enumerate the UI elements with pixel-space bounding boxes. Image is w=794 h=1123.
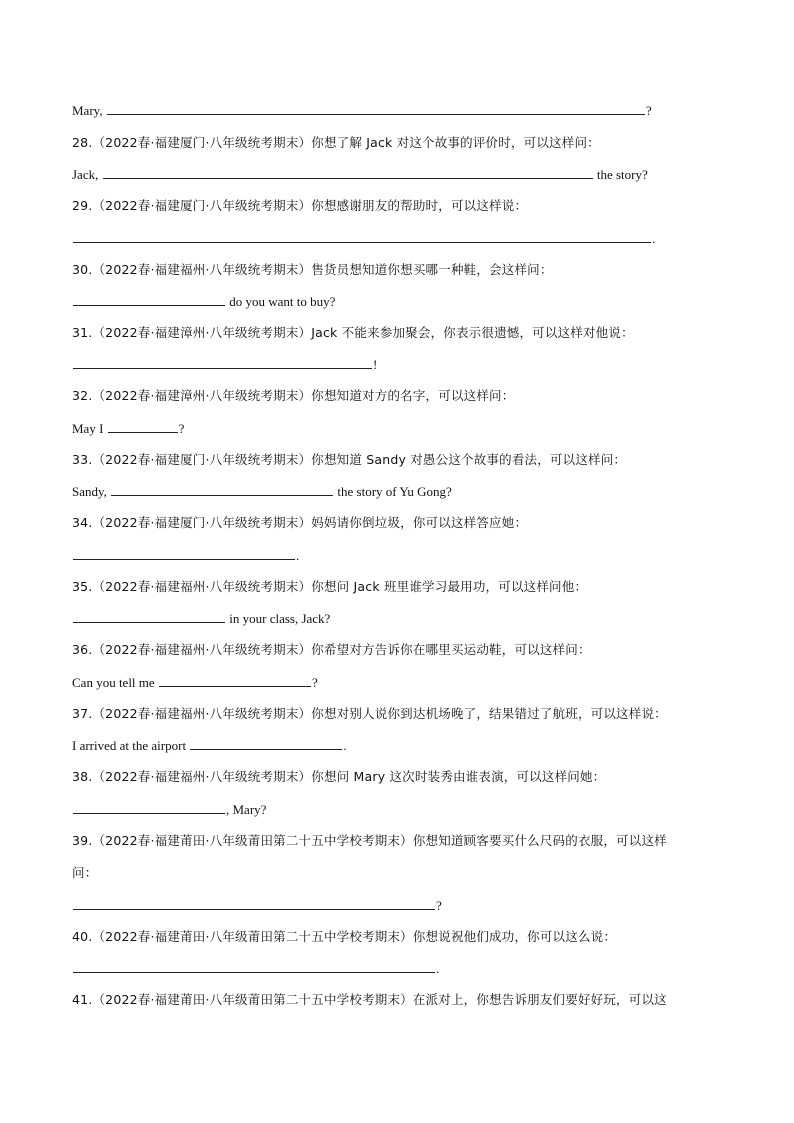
q35-answer-line: in your class, Jack? [72, 609, 330, 628]
q34-answer-line: . [72, 546, 299, 565]
q39-answer-line: ? [72, 896, 442, 915]
q28-answer-line: Jack, the story? [72, 167, 648, 182]
q31-answer-line: ! [72, 355, 377, 374]
answer-blank[interactable] [108, 419, 178, 433]
q39-prompt-cont: 问： [72, 865, 98, 880]
q28-prompt: 28.（2022春·福建厦门·八年级统考期末）你想了解 Jack 对这个故事的评价时，可以这样问： [72, 135, 600, 150]
q36-answer-line: Can you tell me ? [72, 675, 318, 690]
answer-blank[interactable] [73, 609, 225, 623]
q37-prompt: 37.（2022春·福建福州·八年级统考期末）你想对别人说你到达机场晚了，结果错过了航班，可以这样说： [72, 706, 667, 721]
q40-answer-line: . [72, 959, 439, 978]
q31-prompt: 31.（2022春·福建漳州·八年级统考期末）Jack 不能来参加聚会，你表示很遗憾，可以这样对他说： [72, 325, 634, 340]
q32-prompt: 32.（2022春·福建漳州·八年级统考期末）你想知道对方的名字，可以这样问： [72, 388, 515, 403]
q33-answer-line: Sandy, the story of Yu Gong? [72, 484, 452, 499]
q30-prompt: 30.（2022春·福建福州·八年级统考期末）售货员想知道你想买哪一种鞋，会这样问： [72, 262, 553, 277]
q33-prompt: 33.（2022春·福建厦门·八年级统考期末）你想知道 Sandy 对愚公这个故事的看法，可以这样问： [72, 452, 627, 467]
q38-answer-line: , Mary? [72, 800, 266, 819]
q30-answer-line: do you want to buy? [72, 292, 335, 311]
answer-blank[interactable] [190, 736, 342, 750]
answer-blank[interactable] [107, 101, 645, 115]
answer-blank[interactable] [73, 896, 435, 910]
answer-blank[interactable] [73, 959, 435, 973]
q29-prompt: 29.（2022春·福建厦门·八年级统考期末）你想感谢朋友的帮助时，可以这样说： [72, 198, 528, 213]
q39-prompt: 39.（2022春·福建莆田·八年级莆田第二十五中学校考期末）你想知道顾客要买什么尺码的衣服，可以这样 [72, 833, 667, 848]
q32-answer-line: May I ? [72, 421, 185, 436]
answer-blank[interactable] [73, 229, 651, 243]
answer-blank[interactable] [73, 800, 225, 814]
q35-prompt: 35.（2022春·福建福州·八年级统考期末）你想问 Jack 班里谁学习最用功，可以这样问他： [72, 579, 588, 594]
answer-blank[interactable] [111, 482, 333, 496]
q37-answer-line: I arrived at the airport . [72, 738, 347, 753]
q36-prompt: 36.（2022春·福建福州·八年级统考期末）你希望对方告诉你在哪里买运动鞋，可以这样问： [72, 642, 591, 657]
q34-prompt: 34.（2022春·福建厦门·八年级统考期末）妈妈请你倒垃圾，你可以这样答应她： [72, 515, 528, 530]
q27-answer-line: Mary, ? [72, 103, 652, 118]
answer-blank[interactable] [73, 546, 295, 560]
answer-blank[interactable] [73, 355, 372, 369]
q41-prompt: 41.（2022春·福建莆田·八年级莆田第二十五中学校考期末）在派对上，你想告诉朋友们要好好玩，可以这 [72, 992, 667, 1007]
q40-prompt: 40.（2022春·福建莆田·八年级莆田第二十五中学校考期末）你想说祝他们成功，你可以这么说： [72, 929, 617, 944]
answer-blank[interactable] [159, 673, 311, 687]
q38-prompt: 38.（2022春·福建福州·八年级统考期末）你想问 Mary 这次时装秀由谁表演，可以这样问她： [72, 769, 606, 784]
q29-answer-line: . [72, 229, 655, 248]
answer-blank[interactable] [73, 292, 225, 306]
answer-blank[interactable] [103, 165, 593, 179]
